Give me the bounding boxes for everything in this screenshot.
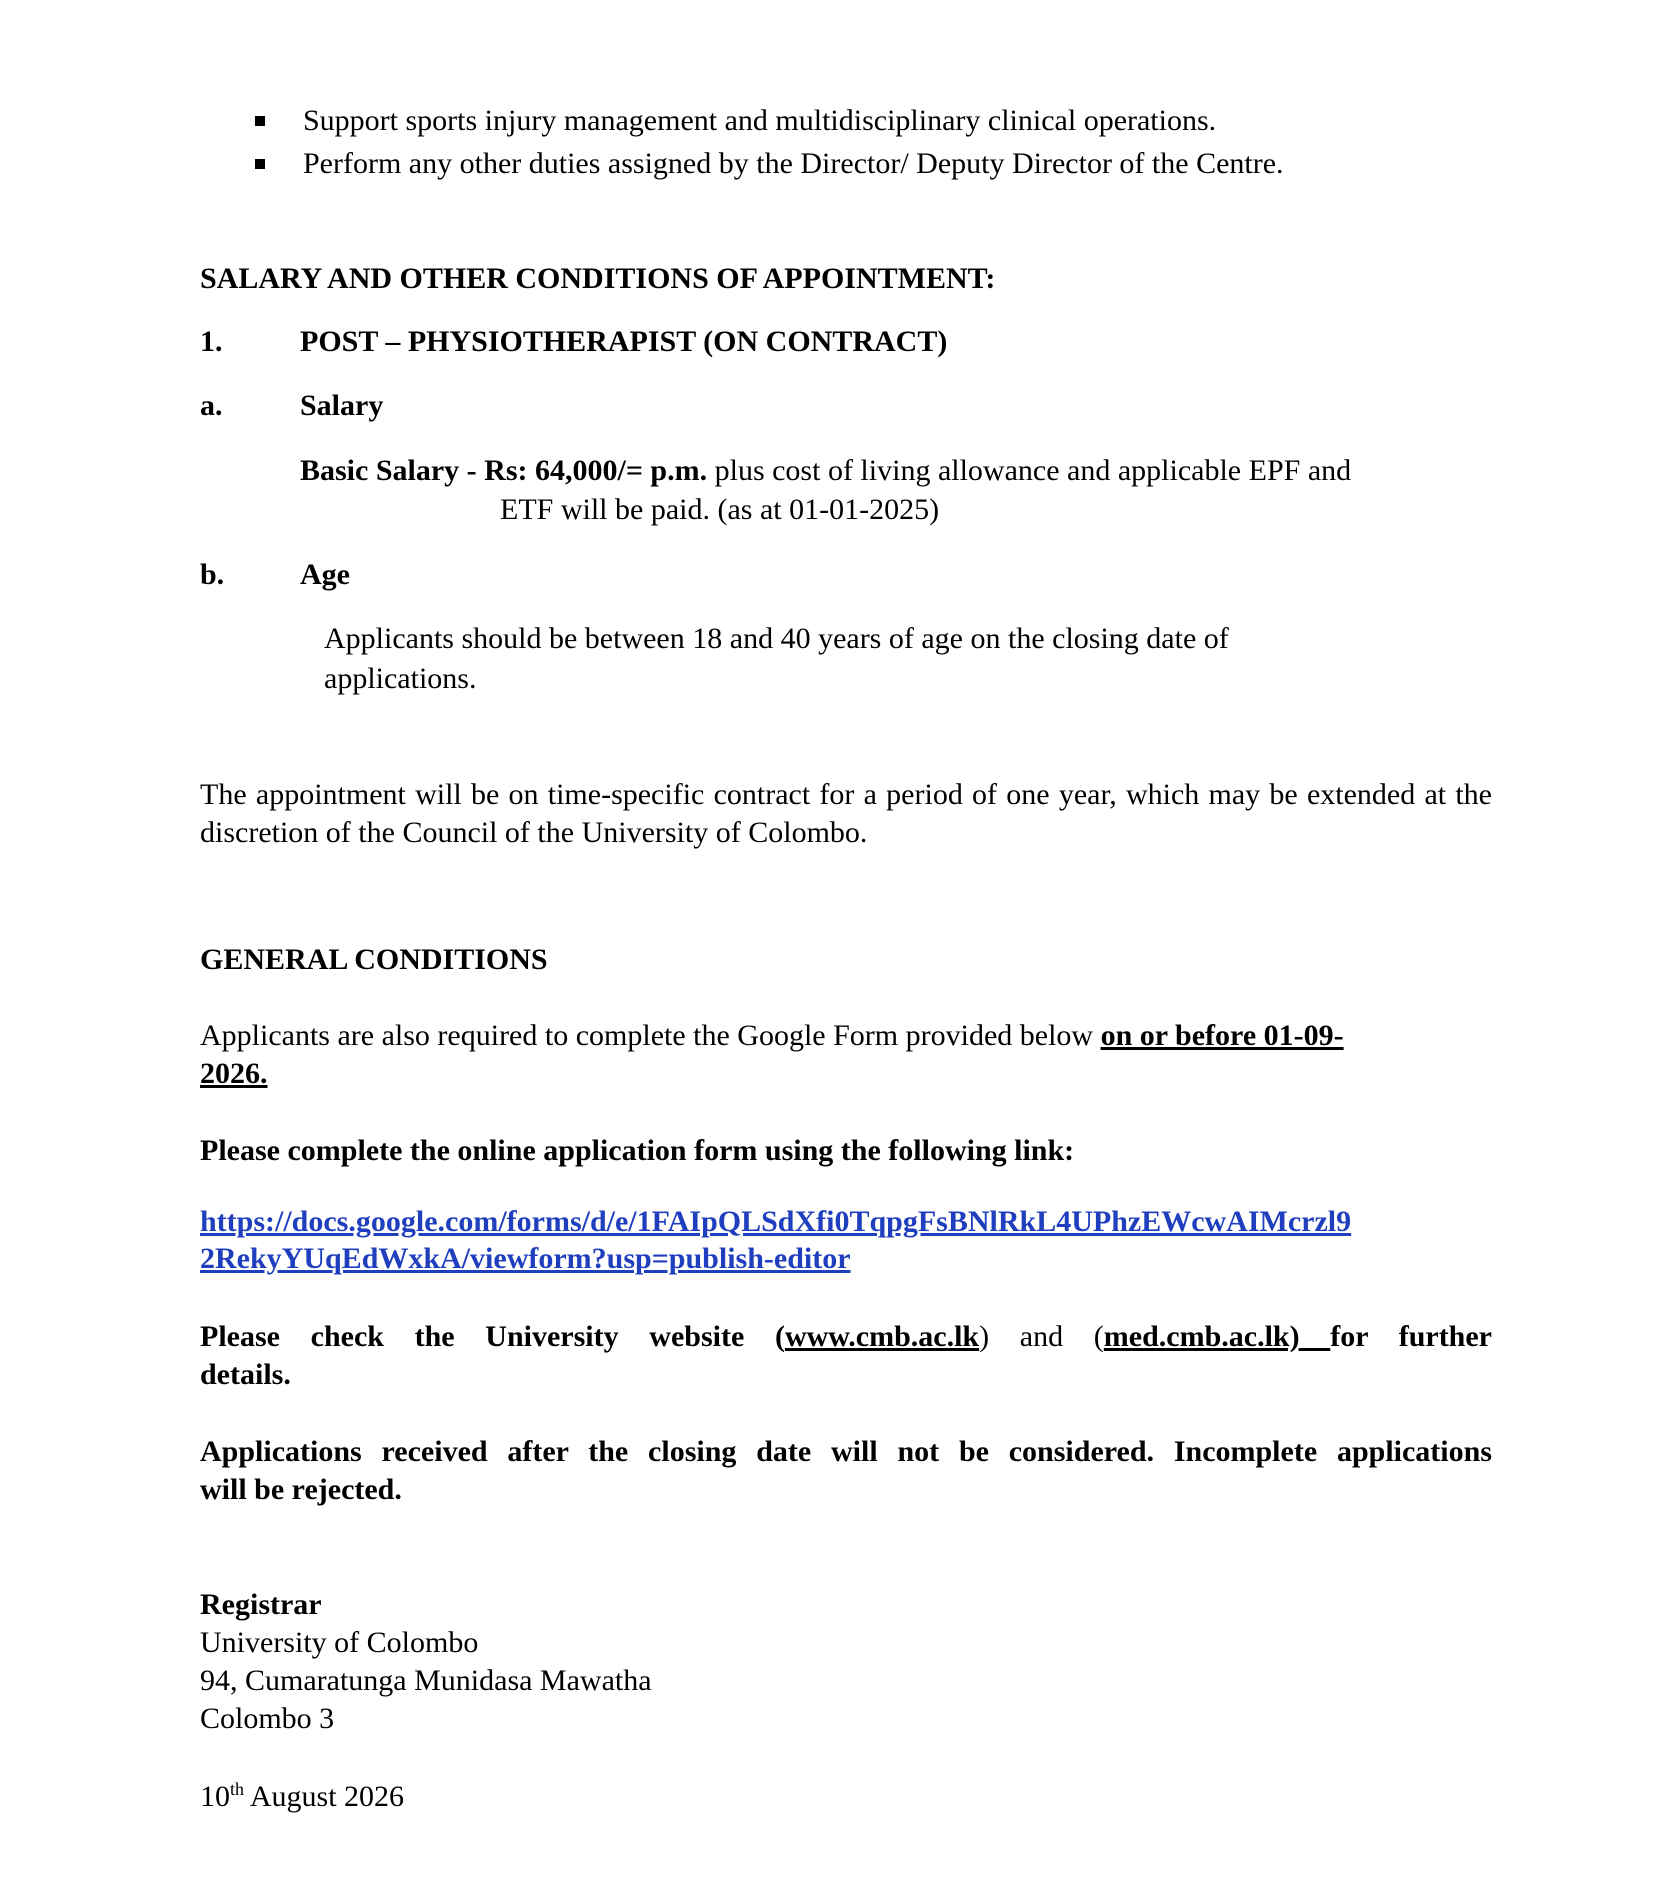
form-paragraph (200, 1017, 1492, 1055)
salary-heading: SALARY AND OTHER CONDITIONS OF APPOINTMENT: (200, 262, 996, 295)
basic-salary-amount: Basic Salary - Rs: 64,000/= p.m. (300, 454, 708, 487)
closing-line2: will be rejected. (200, 1473, 402, 1506)
document-date: 10th August 2026 (200, 1779, 405, 1813)
square-bullet-icon (255, 159, 265, 169)
form-deadline-year: 2026. (200, 1057, 268, 1090)
contract-paragraph: The appointment will be on time-specific contract for a period of one year, which may be extended at the discretion of the Council of the University of Colombo. (200, 778, 1492, 849)
age-line2: applications. (324, 662, 477, 695)
age-line1: Applicants should be between 18 and 40 years of age on the closing date of (324, 622, 1229, 655)
application-form-link-cont[interactable]: 2RekyYUqEdWxkA/viewform?usp=publish-editor (200, 1242, 851, 1275)
square-bullet-icon (255, 116, 265, 126)
signature-line1: University of Colombo (200, 1626, 479, 1659)
list-item: Support sports injury management and multidisciplinary clinical operations. (250, 102, 1550, 145)
link-intro: Please complete the online application form using the following link: (200, 1134, 1075, 1167)
basic-salary-line (300, 452, 1550, 490)
age-letter: b. (200, 558, 225, 591)
general-heading: GENERAL CONDITIONS (200, 943, 548, 976)
website-line2: details. (200, 1358, 291, 1391)
post-title: POST – PHYSIOTHERAPIST (ON CONTRACT) (300, 325, 948, 358)
university-website-link[interactable]: www.cmb.ac.lk (784, 1320, 980, 1353)
basic-salary-line2: ETF will be paid. (as at 01-01-2025) (500, 493, 940, 526)
salary-label: Salary (300, 389, 384, 422)
application-form-link[interactable]: https://docs.google.com/forms/d/e/1FAIpQLSdXfi0TqpgFsBNlRkL4UPhzEWcwAIMcrzl9 (200, 1205, 1352, 1238)
salary-letter: a. (200, 389, 223, 422)
form-deadline: on or before 01-09- (1100, 1019, 1344, 1052)
signature-line2: 94, Cumaratunga Munidasa Mawatha (200, 1664, 652, 1697)
medicine-website-link[interactable]: med.cmb.ac.lk) (1103, 1320, 1331, 1353)
basic-salary-rest: plus cost of living allowance and applicable EPF and (707, 454, 1352, 487)
website-line: Please check the University website (www.cmb.ac.lk) and (med.cmb.ac.lk) for further (200, 1320, 1493, 1353)
signature-line3: Colombo 3 (200, 1702, 335, 1735)
post-number: 1. (200, 325, 223, 358)
closing-line1: Applications received after the closing date will not be considered. Incomplete applications (200, 1435, 1492, 1468)
list-item: Perform any other duties assigned by the Director/ Deputy Director of the Centre. (250, 145, 1550, 188)
age-label: Age (300, 558, 350, 591)
duties-list (250, 102, 1550, 188)
form-text: Applicants are also required to complete the Google Form provided below (200, 1019, 1101, 1052)
signature-title: Registrar (200, 1588, 322, 1621)
